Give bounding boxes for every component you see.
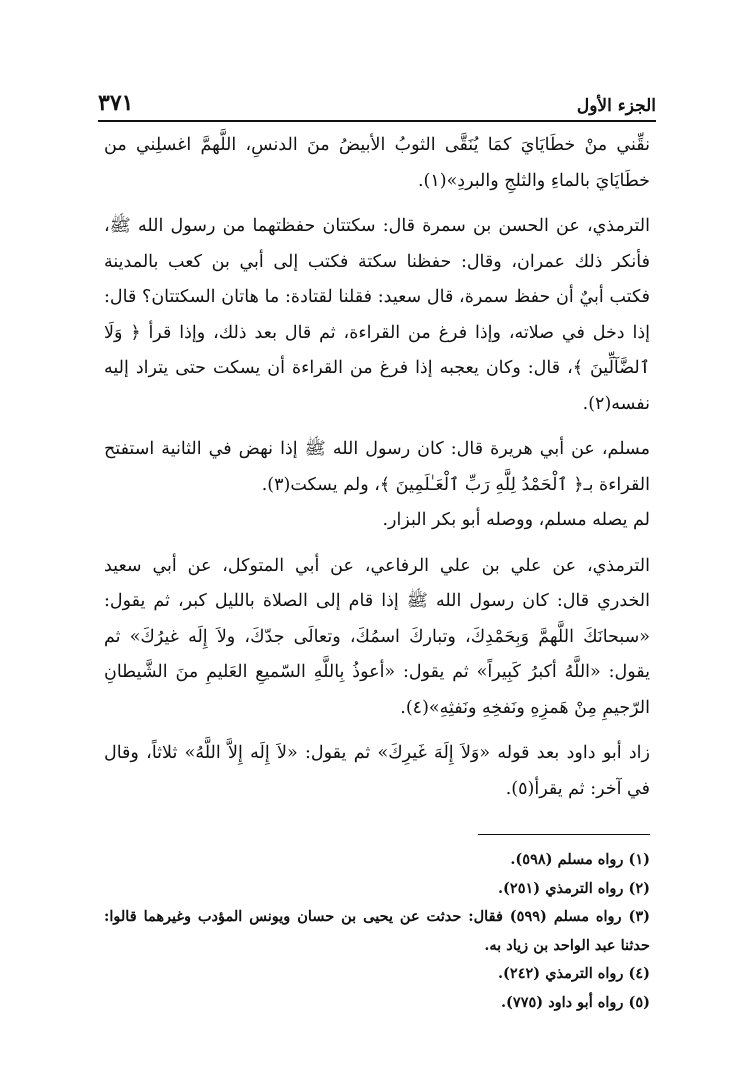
footnote-4: (٤) رواه الترمذي (٢٤٢). <box>497 965 650 982</box>
paragraph-4: لم يصله مسلم، ووصله أبو بكر البزار. <box>382 510 650 530</box>
footnote-3: (٣) رواه مسلم (٥٩٩) فقال: حدثت عن يحيى بن حسان ويونس المؤدب وغيرهما قالوا: حدثنا عبد الواحد بن زياد به. <box>104 908 651 954</box>
running-head: الجزء الأول <box>576 96 656 116</box>
footnote-separator <box>478 834 650 835</box>
paragraph-3: مسلم، عن أبي هريرة قال: كان رسول الله ﷺ إذا نهض في الثانية استفتح القراءة بـ﴿ ٱلْحَمْدُ لِلَّهِ رَبِّ ٱلْعَـٰلَمِينَ ﴾، ولم يسكت(٣). <box>104 439 650 495</box>
main-text <box>104 128 650 807</box>
footnote-2: (٢) رواه الترمذي (٢٥١). <box>497 879 650 897</box>
paragraph-5: الترمذي، عن علي بن علي الرفاعي، عن أبي المتوكل، عن أبي سعيد الخدري قال: كان رسول الله ﷺ إذا قام إلى الصلاة بالليل كبر، ثم يقول: «سبحانَكَ اللَّهمَّ وَبِحَمْدِكَ، وتباركَ اسمُكَ، وتعالَى جدّكَ، ولاَ إِلَه غيرُكَ» ثم يقول: «اللَّهُ أكبرُ كَبِيراً» ثم يقول: «أعوذُ بِاللَّهِ السّميعِ العَليمِ منَ الشَّيطانِ الرّجيمِ مِنْ هَمزِهِ ونَفخِهِ ونَفثِهِ»(٤). <box>104 555 650 718</box>
paragraph-2: الترمذي، عن الحسن بن سمرة قال: سكتتان حفظتهما من رسول الله ﷺ، فأنكر ذلك عمران، وقال: حفظنا سكتة فكتب إلى أبي بن كعب بالمدينة فكتب أبيٌ أن حفظ سمرة، قال سعيد: فقلنا لقتادة: ما هاتان السكتتان؟ قال: إذا دخل في صلاته، وإذا فرغ من القراءة، ثم قال بعد ذلك، وإذا قرأ ﴿ وَلَا ٱلضَّآلِّينَ ﴾، قال: وكان يعجبه إذا فرغ من القراءة أن يسكت حتى يتراد إليه نفسه(٢). <box>104 216 650 414</box>
footnote-1: (١) رواه مسلم (٥٩٨). <box>510 851 650 868</box>
page-header <box>98 86 656 122</box>
paragraph-1: نقِّني منْ خطَايَايَ كمَا يُنَقَّى الثوبُ الأبيضُ منَ الدنسِ، اللَّهمَّ اغسلِني من خطَايَايَ بالماءِ والثلجِ والبردِ»(١). <box>104 135 650 191</box>
paragraph-6: زاد أبو داود بعد قوله «وَلاَ إِلَهَ غَيرِكَ» ثم يقول: «لاَ إِلَه إِلاَّ اللَّهُ» ثلاثاً، وقال في آخر: ثم يقرأ(٥). <box>104 743 650 799</box>
footnotes <box>104 846 650 1017</box>
footnote-5: (٥) رواه أبو داود (٧٧٥). <box>500 993 650 1011</box>
page-number: ٣٧١ <box>98 90 134 116</box>
